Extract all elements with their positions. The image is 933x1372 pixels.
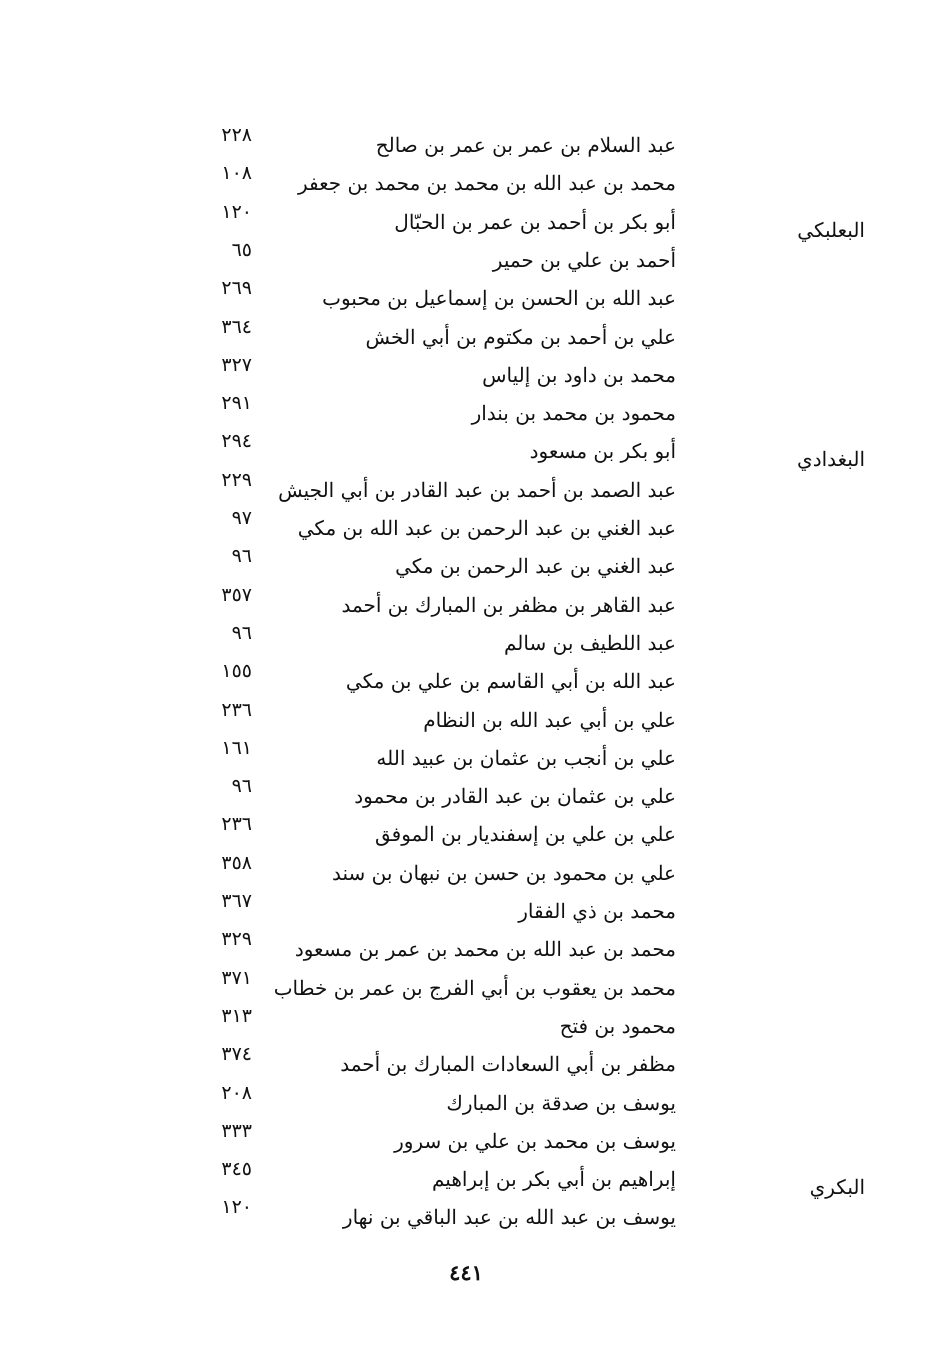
index-entry bbox=[0, 315, 933, 360]
entry-page-reference: ٣٧١ bbox=[221, 966, 252, 989]
entry-name: أبو بكر بن مسعود bbox=[529, 439, 676, 464]
entry-name: علي بن علي بن إسفنديار بن الموفق bbox=[374, 822, 676, 847]
index-entry bbox=[0, 736, 933, 781]
index-entry bbox=[0, 928, 933, 972]
entry-name: علي بن عثمان بن عبد القادر بن محمود bbox=[354, 784, 676, 809]
entry-page-reference: ١٦١ bbox=[221, 736, 252, 759]
entry-page-reference: ٣٥٨ bbox=[221, 851, 252, 874]
index-entry bbox=[0, 1158, 933, 1202]
entry-page-reference: ٣٢٩ bbox=[221, 928, 252, 951]
entry-name: عبد الله بن أبي القاسم بن علي بن مكي bbox=[345, 669, 676, 694]
entry-name: أحمد بن علي بن حمير bbox=[492, 247, 676, 272]
entry-page-reference: ٢٣٦ bbox=[221, 698, 252, 721]
index-entry bbox=[0, 392, 933, 436]
entry-page-reference: ٣٦٤ bbox=[221, 315, 252, 338]
entry-name: عبد الله بن الحسن بن إسماعيل بن محبوب bbox=[322, 286, 676, 311]
index-entry bbox=[0, 1081, 933, 1126]
entry-name: عبد الغني بن عبد الرحمن بن مكي bbox=[395, 554, 676, 579]
entry-name: عبد اللطيف بن سالم bbox=[503, 630, 676, 655]
index-entry bbox=[0, 1119, 933, 1164]
entry-name: محمد بن عبد الله بن محمد بن محمد بن جعفر bbox=[297, 171, 676, 196]
entry-name: عبد القاهر بن مظفر بن المبارك بن أحمد bbox=[341, 592, 676, 617]
entry-page-reference: ١٢٠ bbox=[221, 200, 252, 223]
index-entry bbox=[0, 966, 933, 1011]
index-entry bbox=[0, 277, 933, 321]
index-entry bbox=[0, 124, 933, 168]
entry-name: محمد بن داود بن إلياس bbox=[482, 362, 676, 387]
entry-name: محمود بن محمد بن بندار bbox=[471, 401, 676, 426]
index-entry bbox=[0, 238, 933, 283]
entry-page-reference: ٣٥٧ bbox=[221, 583, 252, 606]
nisba-heading: البغدادي bbox=[797, 447, 865, 472]
index-entry bbox=[0, 698, 933, 743]
entry-name: أبو بكر بن أحمد بن عمر بن الحبّال bbox=[394, 209, 676, 234]
index-entry bbox=[0, 200, 933, 245]
entry-page-reference: ١٥٥ bbox=[221, 660, 252, 683]
entry-page-reference: ٣١٣ bbox=[221, 1004, 252, 1027]
entry-page-reference: ٣٤٥ bbox=[221, 1158, 252, 1181]
entry-page-reference: ٢٩٤ bbox=[221, 430, 252, 453]
entry-page-reference: ٢٩١ bbox=[221, 392, 252, 415]
index-entry bbox=[0, 162, 933, 206]
index-entry bbox=[0, 353, 933, 398]
entry-name: مظفر بن أبي السعادات المبارك بن أحمد bbox=[340, 1052, 676, 1077]
entry-page-reference: ٢٢٨ bbox=[221, 124, 252, 146]
entry-name: إبراهيم بن أبي بكر بن إبراهيم bbox=[431, 1167, 676, 1192]
index-entry bbox=[0, 1196, 933, 1240]
entry-name: يوسف بن صدقة بن المبارك bbox=[446, 1090, 676, 1115]
entry-page-reference: ٩٧ bbox=[231, 507, 252, 529]
entry-page-reference: ٩٦ bbox=[231, 621, 252, 644]
index-entry bbox=[0, 775, 933, 819]
index-entry bbox=[0, 890, 933, 934]
index-entry bbox=[0, 621, 933, 666]
entry-name: علي بن أنجب بن عثمان بن عبيد الله bbox=[376, 745, 676, 770]
entry-name: يوسف بن محمد بن علي بن سرور bbox=[394, 1128, 676, 1153]
entry-name: محمد بن عبد الله بن محمد بن عمر بن مسعود bbox=[294, 937, 676, 962]
entry-page-reference: ١٠٨ bbox=[221, 162, 252, 185]
index-entry bbox=[0, 583, 933, 628]
entry-page-reference: ٢٢٩ bbox=[221, 468, 252, 491]
entry-page-reference: ٣٢٧ bbox=[221, 353, 252, 376]
entry-name: علي بن محمود بن حسن بن نبهان بن سند bbox=[332, 860, 676, 885]
entry-name: محمد بن يعقوب بن أبي الفرج بن عمر بن خطاب bbox=[273, 975, 676, 1000]
nisba-heading: البكري bbox=[809, 1175, 865, 1200]
entry-page-reference: ٣٣٣ bbox=[221, 1119, 252, 1142]
index-entry bbox=[0, 468, 933, 513]
entry-page-reference: ٦٥ bbox=[231, 238, 252, 261]
entry-name: يوسف بن عبد الله بن عبد الباقي بن نهار bbox=[342, 1205, 676, 1230]
entry-name: عبد السلام بن عمر بن عمر بن صالح bbox=[375, 133, 676, 157]
index-entry bbox=[0, 851, 933, 896]
entry-page-reference: ٢٠٨ bbox=[221, 1081, 252, 1104]
nisba-heading: البعلبكي bbox=[797, 217, 865, 242]
index-entry bbox=[0, 1004, 933, 1049]
entry-name: علي بن أحمد بن مكتوم بن أبي الخش bbox=[365, 324, 676, 349]
entry-page-reference: ٢٦٩ bbox=[221, 277, 252, 300]
entry-name: محمود بن فتح bbox=[559, 1013, 676, 1038]
page-number: ٤٤١ bbox=[449, 1260, 483, 1285]
entry-name: عبد الغني بن عبد الرحمن بن عبد الله بن مكي bbox=[297, 516, 676, 540]
index-entry bbox=[0, 545, 933, 589]
entry-name: محمد بن ذي الفقار bbox=[518, 899, 676, 923]
entry-page-reference: ١٢٠ bbox=[221, 1196, 252, 1219]
index-entry bbox=[0, 430, 933, 474]
entry-page-reference: ٩٦ bbox=[231, 545, 252, 568]
index-entry bbox=[0, 660, 933, 704]
entry-name: علي بن أبي عبد الله بن النظام bbox=[423, 707, 676, 732]
entry-page-reference: ٩٦ bbox=[231, 775, 252, 798]
index-entry bbox=[0, 507, 933, 551]
entry-name: عبد الصمد بن أحمد بن عبد القادر بن أبي الجيش bbox=[278, 477, 676, 502]
entry-page-reference: ٣٧٤ bbox=[221, 1043, 252, 1066]
index-entry bbox=[0, 813, 933, 857]
entry-page-reference: ٣٦٧ bbox=[221, 890, 252, 912]
index-entry bbox=[0, 1043, 933, 1087]
entry-page-reference: ٢٣٦ bbox=[221, 813, 252, 836]
